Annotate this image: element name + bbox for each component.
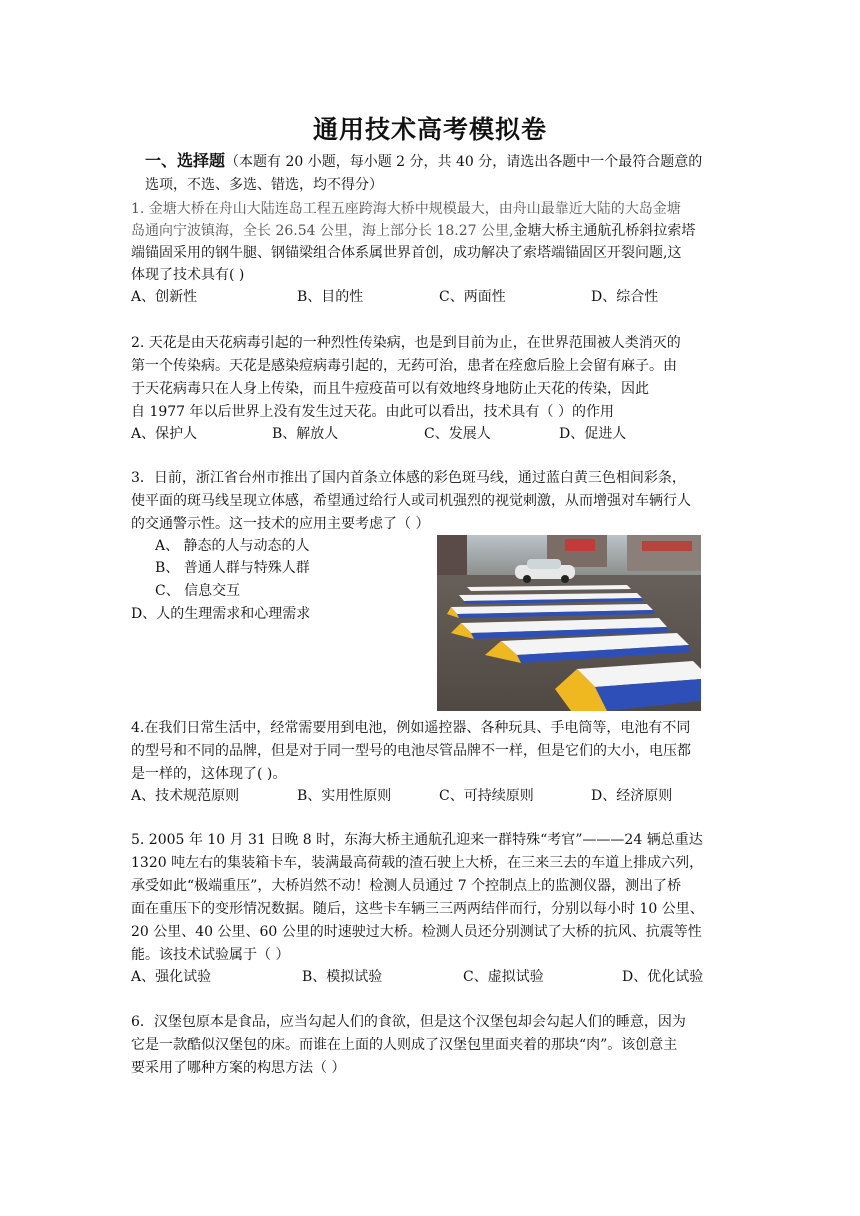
- q5-option-a: A、强化试验: [131, 969, 212, 985]
- section-note-1: （本题有 20 小题，每小题 2 分，共 40 分，请选出各题中一个最符合题意的: [225, 154, 703, 170]
- q4-line-1: 4.在我们日常生活中，经常需要用到电池，例如遥控器、各种玩具、手电筒等，电池有不同: [131, 720, 691, 736]
- q2-line-2: 第一个传染病。天花是感染痘病毒引起的，无药可治，患者在痊愈后脸上会留有麻子。由: [131, 358, 677, 374]
- q2-option-b: B、解放人: [272, 426, 339, 442]
- q6-line-3: 要采用了哪种方案的构思方法（ ）: [131, 1060, 346, 1076]
- q5-line-2: 1320 吨左右的集装箱卡车，装满最高荷载的渣石驶上大桥，在三来三去的车道上排成六列，: [131, 855, 704, 871]
- q5-option-c: C、虚拟试验: [463, 969, 544, 985]
- q5-line-1: 5. 2005 年 10 月 31 日晚 8 时，东海大桥主通航孔迎来一群特殊“考官”———24 辆总重达: [131, 832, 703, 848]
- q4-option-d: D、经济原则: [591, 788, 673, 804]
- building-left: [437, 535, 467, 575]
- q1-line-3: 端锚固采用的钢牛腿、钢锚梁组合体系属世界首创，成功解决了索塔端锚固区开裂问题,这: [131, 245, 682, 261]
- q2-option-a: A、保护人: [131, 426, 198, 442]
- q4-line-3: 是一样的，这体现了( )。: [131, 766, 287, 782]
- q5-option-d: D、优化试验: [622, 969, 704, 985]
- q4-option-a: A、技术规范原则: [131, 788, 240, 804]
- q4-option-b: B、实用性原则: [297, 788, 392, 804]
- q3-option-a: A、 静态的人与动态的人: [155, 538, 310, 554]
- section-heading-line: [145, 150, 702, 173]
- q3-option-d: D、人的生理需求和心理需求: [131, 606, 311, 622]
- section-note-2: 选项，不选、多选、错选，均不得分）: [145, 177, 383, 193]
- q4-line-2: 的型号和不同的品牌，但是对于同一型号的电池尽管品牌不一样，但是它们的大小，电压都: [131, 743, 691, 759]
- q3-line-2: 使平面的斑马线呈现立体感，希望通过给行人或司机强烈的视觉刺激，从而增强对车辆行人: [131, 493, 691, 509]
- q2-option-c: C、发展人: [424, 426, 491, 442]
- q2-line-3: 于天花病毒只在人身上传染，而且牛痘疫苗可以有效地终身地防止天花的传染，因此: [131, 381, 649, 397]
- q5-line-3: 承受如此“极端重压”，大桥岿然不动！检测人员通过 7 个控制点上的监测仪器，测出了桥: [131, 878, 682, 894]
- q2-line-4: 自 1977 年以后世界上没有发生过天花。由此可以看出，技术具有（ ）的作用: [131, 404, 614, 420]
- q4-option-c: C、可持续原则: [439, 788, 534, 804]
- crosswalk-photo: [437, 535, 701, 711]
- section-heading: 一、选择题: [145, 151, 226, 170]
- q6-line-1: 6．汉堡包原本是食品，应当勾起人们的食欲，但是这个汉堡包却会勾起人们的睡意，因为: [131, 1014, 686, 1030]
- q1-line-2: [131, 220, 695, 242]
- q1-option-c: C、两面性: [439, 289, 506, 305]
- page-title: 通用技术高考模拟卷: [312, 115, 547, 144]
- q1-option-b: B、目的性: [297, 289, 364, 305]
- q1-line-2b: 金塘大桥主通航孔桥斜拉索塔: [513, 223, 696, 239]
- q1-line-1: 1. 金塘大桥在舟山大陆连岛工程五座跨海大桥中规模最大，由舟山最靠近大陆的大岛金塘: [131, 201, 681, 217]
- q2-line-1: 2. 天花是由天花病毒引起的一种烈性传染病，也是到目前为止，在世界范围被人类消灭的: [131, 335, 681, 351]
- q6-line-2: 它是一款酷似汉堡包的床。而谁在上面的人则成了汉堡包里面夹着的那块“肉”。该创意主: [131, 1037, 678, 1053]
- crosswalk-illustration: [437, 535, 701, 711]
- q3-option-b: B、 普通人群与特殊人群: [155, 560, 310, 576]
- q3-line-1: 3．日前，浙江省台州市推出了国内首条立体感的彩色斑马线，通过蓝白黄三色相间彩条，: [131, 470, 686, 486]
- red-sign-right: [642, 541, 692, 551]
- q1-line-2a: 岛通向宁波镇海，全长 26.54 公里，海上部分长 18.27 公里,: [131, 223, 514, 239]
- q5-line-4: 面在重压下的变形情况数据。随后，这些卡车辆三三两两结伴而行，分别以每小时 10 公里、: [131, 901, 704, 917]
- q1-option-a: A、创新性: [131, 289, 198, 305]
- building-right: [627, 535, 701, 571]
- q2-option-d: D、促进人: [559, 426, 627, 442]
- q3-line-3: 的交通警示性。这一技术的应用主要考虑了（ ）: [131, 516, 430, 532]
- red-sign: [565, 539, 595, 551]
- q1-option-d: D、综合性: [591, 289, 659, 305]
- q3-option-c: C、 信息交互: [155, 583, 241, 599]
- q1-line-4: 体现了技术具有( ): [131, 267, 245, 283]
- q5-line-5: 20 公里、40 公里、60 公里的时速驶过大桥。检测人员还分别测试了大桥的抗风、抗震等性: [131, 924, 702, 940]
- q5-line-6: 能。该技术试验属于（ ）: [131, 947, 290, 963]
- q5-option-b: B、模拟试验: [302, 969, 383, 985]
